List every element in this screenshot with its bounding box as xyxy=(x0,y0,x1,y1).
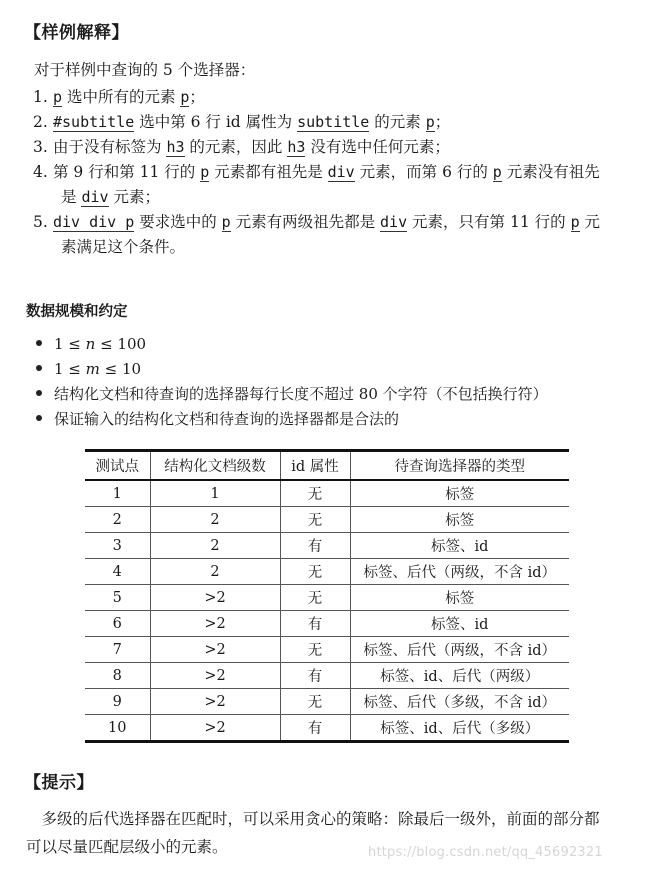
table-cell: 标签 xyxy=(350,507,569,533)
bullet-icon xyxy=(36,390,42,396)
code-snippet: p xyxy=(200,163,210,181)
table-cell: 无 xyxy=(280,559,350,585)
table-cell: 无 xyxy=(280,585,350,611)
table-row xyxy=(85,663,569,689)
watermark: https://blog.csdn.net/qq_45692321 xyxy=(368,845,603,860)
bullet-icon xyxy=(36,365,42,371)
table-cell: 无 xyxy=(280,689,350,715)
column-header: 结构化文档级数 xyxy=(150,451,280,481)
table-cell: 2 xyxy=(85,507,150,533)
list-item xyxy=(33,161,600,183)
code-snippet: p xyxy=(492,163,502,181)
text-run: 元 xyxy=(579,213,601,231)
text-run: 元素都有祖先是 xyxy=(209,163,328,181)
column-header: id 属性 xyxy=(280,451,350,481)
list-number: 3. xyxy=(33,138,48,156)
list-number: 4. xyxy=(33,163,48,181)
table-cell: 标签、后代（多级，不含 id） xyxy=(350,689,569,715)
hint-line-2: 可以尽量匹配层级小的元素。 xyxy=(26,838,228,856)
table-cell: 无 xyxy=(280,480,350,507)
code-snippet: div xyxy=(81,188,109,206)
text-run: 第 9 行和第 11 行的 xyxy=(53,163,201,181)
sample-explanation-heading: 【样例解释】 xyxy=(24,23,129,43)
table-cell: 标签、后代（两级，不含 id） xyxy=(350,637,569,663)
code-snippet: p xyxy=(180,88,190,106)
column-header: 测试点 xyxy=(85,451,150,481)
table-cell: 5 xyxy=(85,585,150,611)
code-snippet: p xyxy=(53,88,63,106)
text-run: ； xyxy=(189,88,205,106)
column-header: 待查询选择器的类型 xyxy=(350,451,569,481)
table-row xyxy=(85,507,569,533)
list-number: 5. xyxy=(33,213,48,231)
code-snippet: div div p xyxy=(53,213,135,231)
table-cell: 9 xyxy=(85,689,150,715)
table-cell: 标签、id xyxy=(350,611,569,637)
list-item xyxy=(33,111,450,133)
test-case-table xyxy=(85,449,569,743)
constraint-item: 1 ≤ n ≤ 100 xyxy=(36,333,146,355)
table-row xyxy=(85,689,569,715)
text-run: 元素，只有第 11 行的 xyxy=(407,213,571,231)
table-cell: 有 xyxy=(280,663,350,689)
table-cell: >2 xyxy=(150,585,280,611)
hint-heading: 【提示】 xyxy=(24,773,94,793)
table-cell: 2 xyxy=(150,507,280,533)
constraint-item: 结构化文档和待查询的选择器每行长度不超过 80 个字符（不包括换行符） xyxy=(36,383,548,405)
table-row xyxy=(85,480,569,507)
table-row xyxy=(85,637,569,663)
table-cell: 标签、id xyxy=(350,533,569,559)
code-snippet: h3 xyxy=(166,138,185,156)
code-snippet: div xyxy=(327,163,355,181)
table-cell: >2 xyxy=(150,689,280,715)
table-header-row xyxy=(85,451,569,481)
constraint-item: 保证输入的结构化文档和待查询的选择器都是合法的 xyxy=(36,408,399,430)
table-cell: 无 xyxy=(280,637,350,663)
code-snippet: subtitle xyxy=(297,113,370,131)
table-row xyxy=(85,611,569,637)
table-cell: 标签 xyxy=(350,585,569,611)
table-cell: >2 xyxy=(150,663,280,689)
table-cell: 6 xyxy=(85,611,150,637)
table-cell: 4 xyxy=(85,559,150,585)
text-run: 由于没有标签为 xyxy=(53,138,167,156)
code-snippet: p xyxy=(221,213,231,231)
list-item-continuation xyxy=(61,186,160,208)
text-run: 元素有两级祖先都是 xyxy=(230,213,381,231)
list-item xyxy=(33,211,600,233)
list-number: 2. xyxy=(33,113,48,131)
list-item-continuation xyxy=(61,236,185,258)
text-run: 元素； xyxy=(108,188,160,206)
table-cell: 3 xyxy=(85,533,150,559)
hint-line-1: 多级的后代选择器在匹配时，可以采用贪心的策略：除最后一级外，前面的部分都 xyxy=(26,810,600,828)
table-cell: 标签 xyxy=(350,480,569,507)
table-cell: 无 xyxy=(280,507,350,533)
table-cell: 标签、id、后代（多级） xyxy=(350,715,569,742)
table-cell: 标签、后代（两级，不含 id） xyxy=(350,559,569,585)
table-cell: 2 xyxy=(150,559,280,585)
code-snippet: #subtitle xyxy=(53,113,135,131)
table-cell: 标签、id、后代（两级） xyxy=(350,663,569,689)
table-cell: 有 xyxy=(280,715,350,742)
table-cell: >2 xyxy=(150,637,280,663)
bullet-icon xyxy=(36,415,42,421)
constraints-heading: 数据规模和约定 xyxy=(26,304,128,320)
table-body xyxy=(85,480,569,742)
text-run: 没有选中任何元素； xyxy=(305,138,450,156)
table-row xyxy=(85,585,569,611)
sample-intro: 对于样例中查询的 5 个选择器： xyxy=(34,61,256,79)
table-cell: 1 xyxy=(85,480,150,507)
table-cell: 有 xyxy=(280,611,350,637)
table-row xyxy=(85,559,569,585)
list-item xyxy=(33,86,205,108)
text-run: 是 xyxy=(61,188,82,206)
text-run: 的元素 xyxy=(369,113,426,131)
text-run: 元素没有祖先 xyxy=(501,163,600,181)
text-run: 要求选中的 xyxy=(134,213,222,231)
table-cell: >2 xyxy=(150,611,280,637)
table-cell: 10 xyxy=(108,719,127,736)
code-snippet: div xyxy=(380,213,408,231)
text-run: 元素，而第 6 行的 xyxy=(354,163,493,181)
bullet-icon xyxy=(36,340,42,346)
code-snippet: h3 xyxy=(287,138,306,156)
text-run: 素满足这个条件。 xyxy=(61,238,186,256)
table-row xyxy=(85,533,569,559)
constraint-item: 1 ≤ m ≤ 10 xyxy=(36,358,141,380)
table-cell: >2 xyxy=(150,715,280,742)
table-row xyxy=(85,715,569,742)
list-item xyxy=(33,136,450,158)
table-cell: 有 xyxy=(280,533,350,559)
list-number: 1. xyxy=(33,88,48,106)
text-run: 的元素，因此 xyxy=(184,138,288,156)
table-cell: 2 xyxy=(150,533,280,559)
code-snippet: p xyxy=(570,213,580,231)
table-cell: 7 xyxy=(85,637,150,663)
table-cell: 8 xyxy=(85,663,150,689)
code-snippet: p xyxy=(425,113,435,131)
table-cell: 1 xyxy=(150,480,280,507)
text-run: ； xyxy=(434,113,451,131)
text-run: 选中所有的元素 xyxy=(62,88,181,106)
text-run: 选中第 6 行 id 属性为 xyxy=(134,113,298,131)
